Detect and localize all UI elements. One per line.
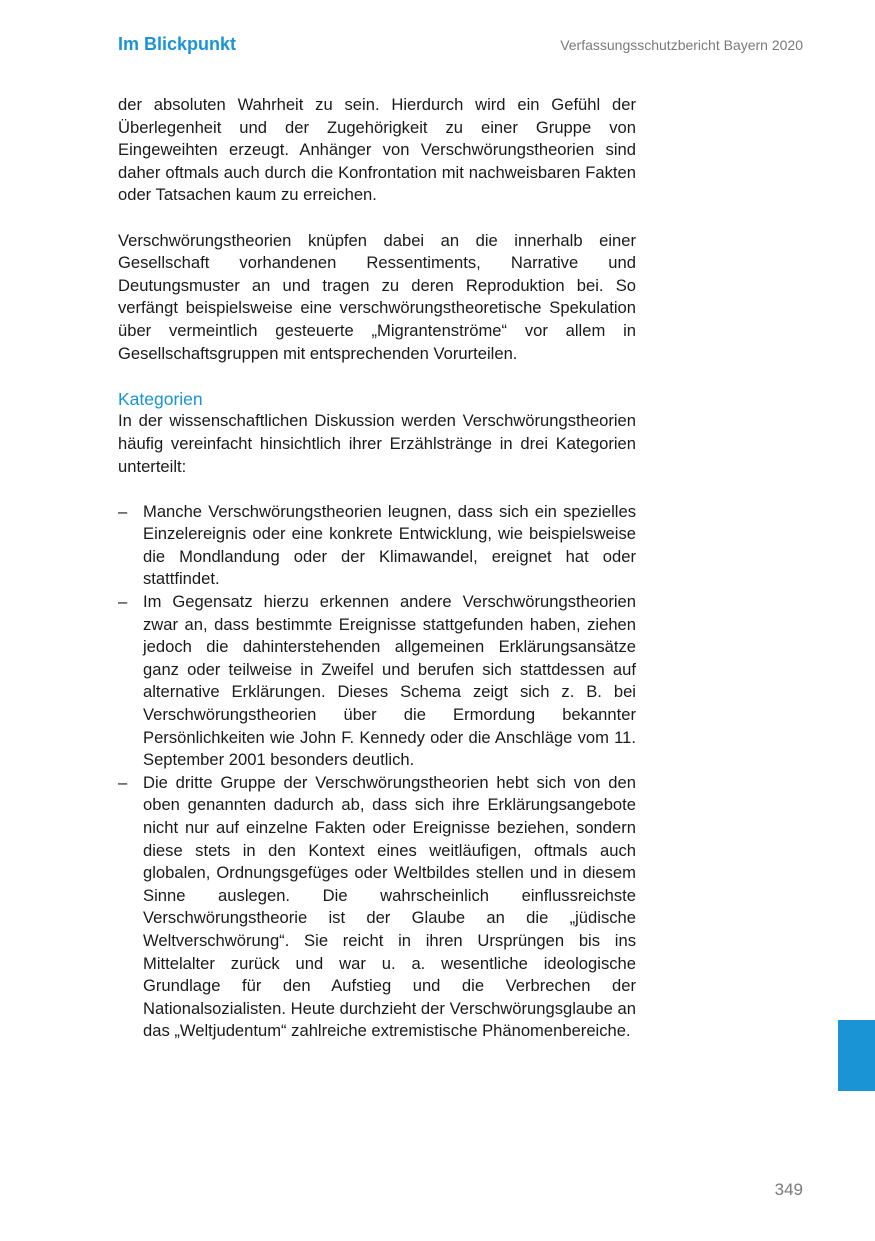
main-content [118, 94, 636, 1043]
section-title: Im Blickpunkt [118, 34, 237, 54]
dash-marker: – [118, 592, 128, 612]
section-intro: In der wissenschaftlichen Diskussion werden Verschwörungstheorien häufig vereinfacht hinsichtlich ihrer Erzählstränge in drei Kategorien unterteilt: [118, 411, 636, 476]
chapter-tab-marker [838, 1020, 875, 1091]
page-number: 349 [774, 1180, 803, 1199]
body-paragraph: der absoluten Wahrheit zu sein. Hierdurch wird ein Gefühl der Überlegenheit und der Zugehörigkeit zu einer Gruppe von Eingeweihten erzeugt. Anhänger von Verschwörungstheorien sind daher oftmals auch durch die Konfrontation mit nachweisbaren Fakten oder Tatsachen kaum zu erreichen. [118, 95, 636, 205]
section-heading: Kategorien [118, 388, 203, 409]
list-item [118, 501, 636, 591]
list-item-text: Manche Verschwörungstheorien leugnen, dass sich ein spezielles Einzelereignis oder eine konkrete Entwicklung, wie beispielsweise die Mondlandung oder der Klimawandel, ereignet hat oder stattfindet. [143, 501, 636, 589]
dash-marker: – [118, 772, 128, 792]
publication-title: Verfassungsschutzbericht Bayern 2020 [560, 37, 803, 53]
list-item [118, 591, 636, 772]
category-list [118, 501, 636, 1043]
body-paragraph: Verschwörungstheorien knüpfen dabei an die innerhalb einer Gesellschaft vorhandenen Ressentiments, Narrative und Deutungsmuster an und tragen zu deren Reproduktion bei. So verfängt beispielsweise eine verschwörungstheoretische Spekulation über vermeintlich gesteuerte „Migrantenströme“ vor allem in Gesellschaftsgruppen mit entsprechenden Vorurteilen. [118, 230, 636, 363]
list-item [118, 772, 636, 1043]
list-item-text: Die dritte Gruppe der Verschwörungstheorien hebt sich von den oben genannten dadurch ab, dass sich ihre Erklärungsangebote nicht nur auf einzelne Fakten oder Ereignisse beziehen, sondern diese stets in den Kontext eines weitläufigen, oftmals auch globalen, Ordnungsgefüges oder Weltbildes stellen und in diesem Sinne auslegen. Die wahrscheinlich einflussreichste Verschwörungstheorie ist der Glaube an die „jüdische Weltverschwörung“. Sie reicht in ihren Ursprüngen bis ins Mittelalter zurück und war u. a. wesentliche ideologische Grundlage für den Aufstieg und die Verbrechen der Nationalsozialisten. Heute durchzieht der Verschwörungsglaube an das „Weltjudentum“ zahlreiche extremistische Phänomenbereiche. [143, 772, 636, 1041]
dash-marker: – [118, 501, 128, 521]
list-item-text: Im Gegensatz hierzu erkennen andere Verschwörungstheorien zwar an, dass bestimmte Ereignisse stattgefunden haben, ziehen jedoch die dahinterstehenden allgemeinen Erklärungsansätze ganz oder teilweise in Zweifel und berufen sich stattdessen auf alternative Erklärungen. Dieses Schema zeigt sich z. B. bei Verschwörungstheorien über die Ermordung bekannter Persönlichkeiten wie John F. Kennedy oder die Anschläge vom 11. September 2001 besonders deutlich. [143, 592, 636, 770]
